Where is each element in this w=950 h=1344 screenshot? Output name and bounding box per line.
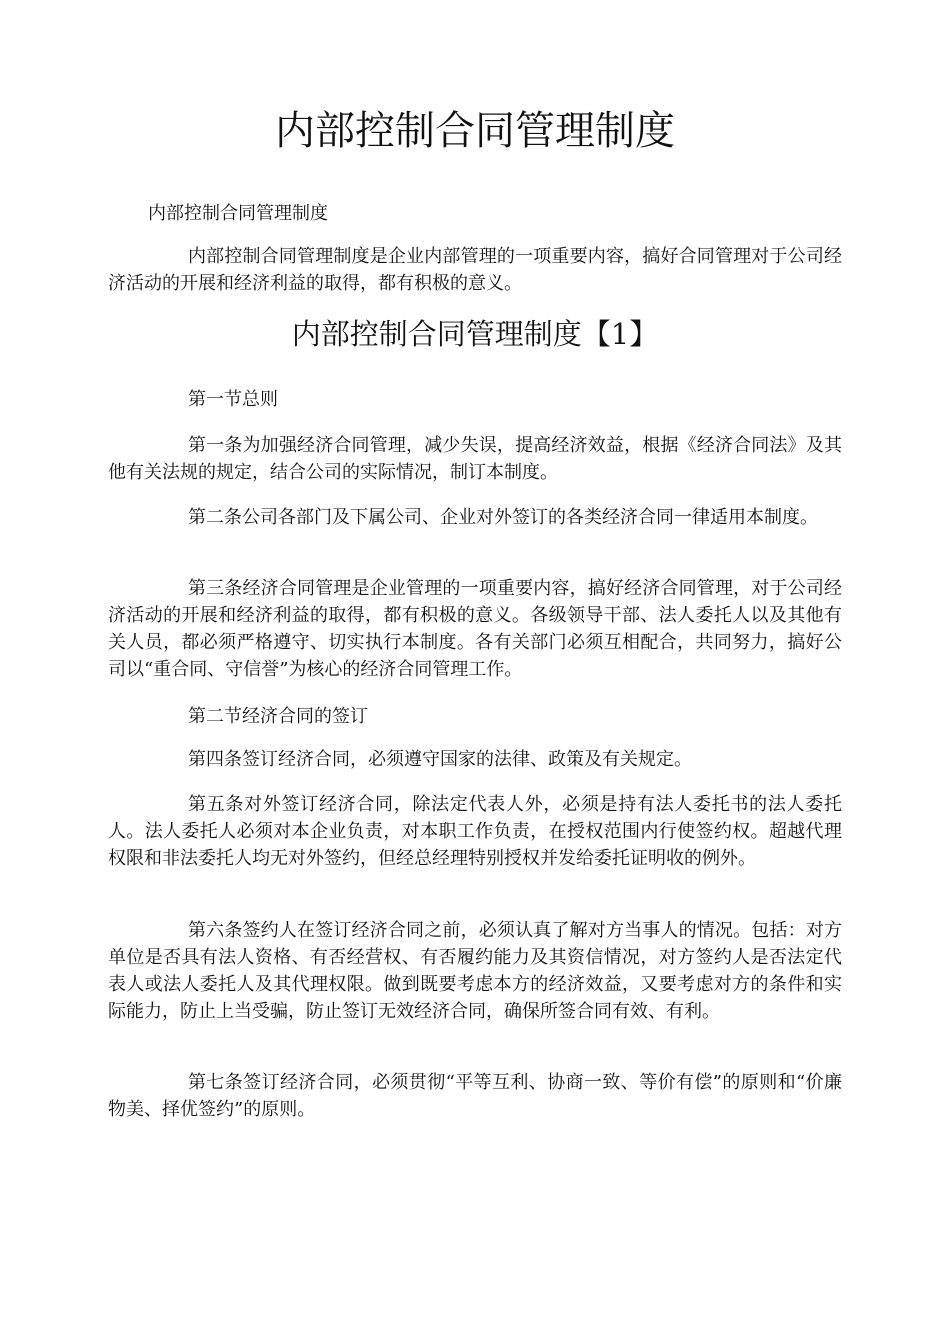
article-2-paragraph: 第二条公司各部门及下属公司、企业对外签订的各类经济合同一律适用本制度。 xyxy=(188,507,818,528)
article-1-paragraph: 第一条为加强经济合同管理，减少失误，提高经济效益，根据《经济合同法》及其他有关法规的规定，结合公司的实际情况，制订本制度。 xyxy=(108,435,842,483)
document-title: 内部控制合同管理制度 xyxy=(275,108,675,154)
intro-paragraph: 内部控制合同管理制度是企业内部管理的一项重要内容，搞好合同管理对于公司经济活动的开展和经济利益的取得，都有积极的意义。 xyxy=(108,246,842,294)
article-7-paragraph: 第七条签订经济合同，必须贯彻“平等互利、协商一致、等价有偿”的原则和“价廉物美、择优签约”的原则。 xyxy=(108,1072,842,1120)
article-3-paragraph: 第三条经济合同管理是企业管理的一项重要内容，搞好经济合同管理，对于公司经济活动的开展和经济利益的取得，都有积极的意义。各级领导干部、法人委托人以及其他有关人员，都必须严格遵守、切实执行本制度。各有关部门必须互相配合，共同努力，搞好公司以“重合同、守信誉”为核心的经济合同管理工作。 xyxy=(108,578,842,680)
article-4-paragraph: 第四条签订经济合同，必须遵守国家的法律、政策及有关规定。 xyxy=(188,749,692,770)
article-5-paragraph: 第五条对外签订经济合同，除法定代表人外，必须是持有法人委托书的法人委托人。法人委托人必须对本企业负责，对本职工作负责，在授权范围内行使签约权。超越代理权限和非法委托人均无对外签约，但经总经理特别授权并发给委托证明收的例外。 xyxy=(108,794,842,869)
article-6-paragraph: 第六条签约人在签订经济合同之前，必须认真了解对方当事人的情况。包括：对方单位是否具有法人资格、有否经营权、有否履约能力及其资信情况，对方签约人是否法定代表人或法人委托人及其代理权限。做到既要考虑本方的经济效益，又要考虑对方的条件和实际能力，防止上当受骗，防止签订无效经济合同，确保所签合同有效、有利。 xyxy=(108,920,842,1022)
section-heading-general: 第一节总则 xyxy=(188,389,278,410)
document-subheading: 内部控制合同管理制度 xyxy=(148,203,328,224)
section-heading-signing: 第二节经济合同的签订 xyxy=(188,706,368,727)
section-title: 内部控制合同管理制度【1】 xyxy=(291,317,659,351)
